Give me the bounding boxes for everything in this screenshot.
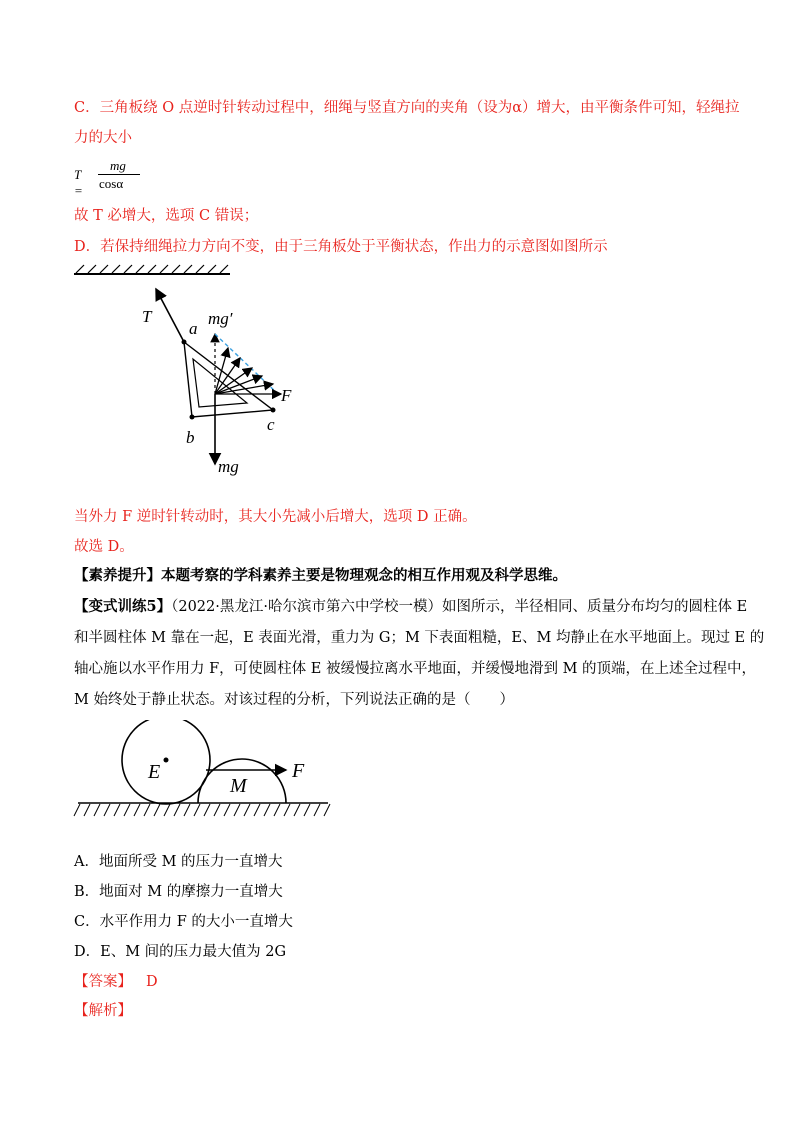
exercise-line3: 轴心施以水平作用力 F，可使圆柱体 E 被缓慢拉离水平地面，并缓慢地滑到 M 的顶端，在上述全过程中， <box>74 661 757 677</box>
label-F: F <box>281 386 292 405</box>
triangle-outer <box>184 342 273 417</box>
cylinder-E-axis-dot <box>164 758 169 763</box>
option-a: A．地面所受 M 的压力一直增大 <box>74 854 283 870</box>
ground-hatching <box>74 804 330 816</box>
tension-arrow <box>156 289 184 342</box>
option-d-analysis: D．若保持细绳拉力方向不变，由于三角板处于平衡状态，作出力的示意图如图所示 <box>74 239 608 255</box>
label-c: c <box>267 415 275 434</box>
label-E: E <box>148 761 161 783</box>
force-diagram-triangle-plate <box>60 262 320 477</box>
literacy-text: 本题考察的学科素养主要是物理观念的相互作用观及科学思维。 <box>161 567 567 584</box>
literacy-paragraph <box>74 566 567 586</box>
point-b-dot <box>190 415 195 420</box>
formula-lhs: T = <box>74 167 83 198</box>
exercise-line2: 和半圆柱体 M 靠在一起，E 表面光滑，重力为 G；M 下表面粗糙，E、M 均静止在水平地面上。现过 E 的 <box>74 630 765 646</box>
ceiling-hatching <box>76 265 228 273</box>
option-b: B．地面对 M 的摩擦力一直增大 <box>74 884 283 900</box>
analysis-tag: 【解析】 <box>74 1003 132 1019</box>
label-F-force: F <box>292 760 305 782</box>
formula-numerator: mg <box>110 158 126 173</box>
label-b: b <box>186 428 195 447</box>
exercise-line4: M 始终处于静止状态。对该过程的分析，下列说法正确的是（ ） <box>74 692 514 708</box>
label-mg: mg <box>218 457 239 476</box>
option-c-analysis-line2: 力的大小 <box>74 130 132 146</box>
literacy-tag: 【素养提升】 <box>74 567 161 584</box>
formula-denominator: cosα <box>99 176 124 191</box>
option-d-result: 当外力 F 逆时针转动时，其大小先减小后增大，选项 D 正确。 <box>74 509 477 525</box>
answer-tag: 【答案】 <box>74 974 132 990</box>
answer-line <box>74 972 158 992</box>
point-c-dot <box>271 408 276 413</box>
exercise-text-1: （2022·黑龙江·哈尔滨市第六中学校一模）如图所示，半径相同、质量分布均匀的圆柱体 E <box>171 599 748 615</box>
choice-result: 故选 D。 <box>74 539 134 555</box>
option-c-conclusion: 故 T 必增大，选项 C 错误； <box>74 208 259 224</box>
point-a-dot <box>182 340 187 345</box>
label-mg-prime: mg′ <box>208 309 233 328</box>
option-d: D．E、M 间的压力最大值为 2G <box>74 944 287 960</box>
label-M: M <box>230 775 247 797</box>
option-c: C．水平作用力 F 的大小一直增大 <box>74 914 293 930</box>
label-T: T <box>142 307 152 326</box>
triangle-inner <box>193 359 247 407</box>
answer-value: D <box>146 974 158 990</box>
label-a: a <box>189 319 198 338</box>
cylinder-diagram <box>70 720 340 830</box>
exercise-line1 <box>74 597 747 617</box>
exercise-tag: 【变式训练5】 <box>74 598 172 615</box>
option-c-analysis-line1: C．三角板绕 O 点逆时针转动过程中，细绳与竖直方向的夹角（设为α）增大，由平衡条件可知，轻绳拉 <box>74 100 740 116</box>
fraction-bar <box>98 174 140 175</box>
